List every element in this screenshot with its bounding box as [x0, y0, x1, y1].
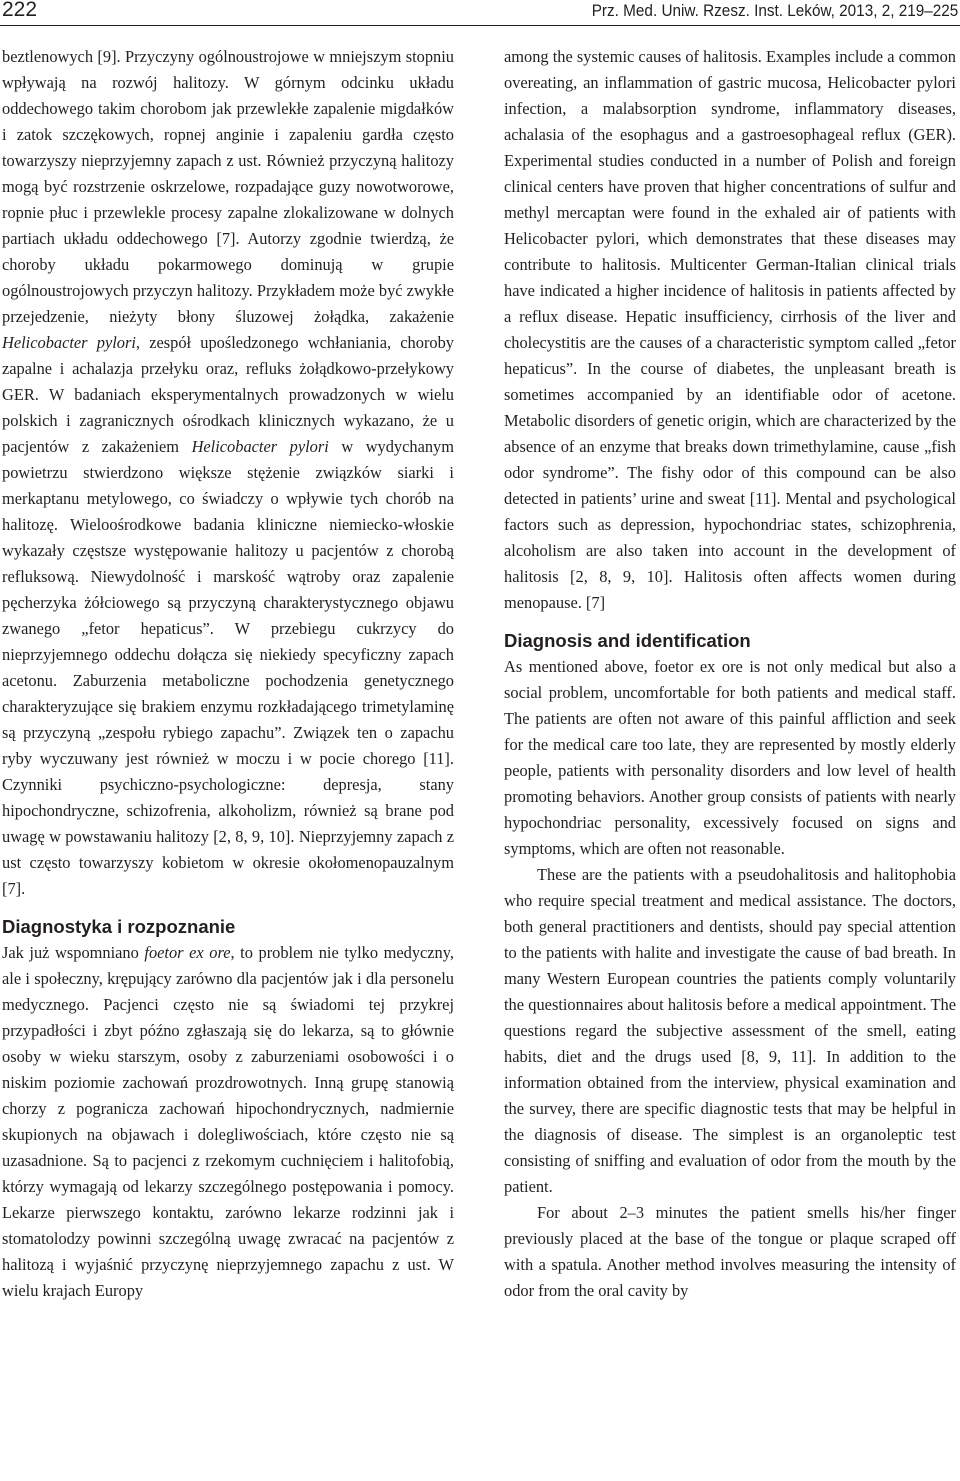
- italic-foetor: foetor ex ore: [144, 943, 231, 962]
- spacer: [2, 902, 454, 914]
- english-paragraph-organoleptic: For about 2–3 minutes the patient smells his/her finger previously placed at the base of the tongue or plaque scraped off with a spatula. Another method involves measuring the intensity of odor from the oral cavity by: [504, 1203, 956, 1300]
- english-paragraph-diagnosis: As mentioned above, foetor ex ore is not only medical but also a social problem, uncomfortable for both patients and medical staff. The patients are often not aware of this painful affliction and seek for the medical care too late, they are represented by mostly elderly people, patients with personality disorders and low level of health promoting behaviors. Another group consists of patients with nearly hypochondriac personality, excessively focused on signs and symptoms, which are often not reasonable.: [504, 657, 956, 858]
- section-heading-polish: Diagnostyka i rozpoznanie: [2, 916, 236, 937]
- english-paragraph-causes: among the systemic causes of halitosis. Examples include a common overeating, an inflammation of gastric mucosa, Helicobacter pylori infection, a malabsorption syndrome, inflammatory diseases, achalasia of the esophagus and a gastroesophageal reflux (GER). Experimental studies conducted in a number of Polish and foreign clinical centers have proven that higher concentrations of sulfur and methyl mercaptan were found in the exhaled air of patients with Helicobacter pylori, which demonstrates that these diseases may contribute to halitosis. Multicenter German-Italian clinical trials have indicated a higher incidence of halitosis in patients affected by a reflux disease. Hepatic insufficiency, cirrhosis of the liver and cholecystitis are the causes of a characteristic symptom called „fetor hepaticus”. In the course of diabetes, the unpleasant breath is sometimes accompanied by an identifiable odor of acetone. Metabolic disorders of genetic origin, which are characterized by the absence of an enzyme that breaks down trimethylamine, cause „fish odor syndrome”. The fishy odor of this compound can be also detected in patients’ urine and sweat [11]. Mental and psychological factors such as depression, hypochondriac states, schizophrenia, alcoholism are also taken into account in the development of halitosis [2, 8, 9, 10]. Halitosis often affects women during menopause. [7]: [504, 47, 956, 612]
- polish-paragraph-causes: beztlenowych [9]. Przyczyny ogólnoustrojowe w mniejszym stopniu wpływają na rozwój halitozy. W górnym odcinku układu oddechowego takim chorobom jak przewlekłe zapalenie migdałków i zatok szczękowych, ropnej anginie i zapaleniu gardła często towarzyszy nieprzyjemny zapach z ust. Również przyczyną halitozy mogą być rozstrzenie oskrzelowe, rozpadające guzy nowotworowe, ropnie płuc i przewlekle procesy zapalne zlokalizowane w dolnych partiach układu oddechowego [7]. Autorzy zgodnie twierdzą, że choroby układu pokarmowego dominują w grupie ogólnoustrojowych przyczyn halitozy. Przykładem może być zwykłe przejedzenie, nieżyty błony śluzowej żołądka, zakażenie Helicobacter pylori, zespół upośledzonego wchłaniania, choroby zapalne i achalazja przełyku oraz, refluks żołądkowo-przełykowy GER. W badaniach eksperymentalnych prowadzonych w wielu polskich i zagranicznych ośrodkach klinicznych wykazano, że u pacjentów z zakażeniem Helicobacter pylori w wydychanym powietrzu stwierdzono większe stężenie związków siarki i merkaptanu metylowego, co świadczy o wpływie tych chorób na halitozę. Wieloośrodkowe badania kliniczne niemiecko-włoskie wykazały częstsze występowanie halitozy u pacjentów z chorobą refluksową. Niewydolność i marskość wątroby oraz zapalenie pęcherzyka żółciowego są przyczyną charakterystycznego objawu zwanego „fetor hepaticus”. W przebiegu cukrzycy do nieprzyjemnego oddechu dołącza się niekiedy specyficzny zapach acetonu. Zaburzenia metaboliczne pochodzenia genetycznego charakteryzujące się brakiem enzymu rozkładającego trimetylaminę są przyczyną „zespołu rybiego zapachu”. Związek ten o zapachu ryby wyczuwany jest również w moczu i w pocie chorego [11]. Czynniki psychiczno-psychologiczne: depresja, stany hipochondryczne, schizofrenia, alkoholizm, również są brane pod uwagę w powstawaniu halitozy [2, 8, 9, 10]. Nieprzyjemny zapach z ust często towarzyszy kobietom w okresie okołomenopauzalnym [7].: [2, 47, 455, 898]
- left-column: [2, 44, 454, 1304]
- spacer: [504, 616, 956, 628]
- right-column: [504, 44, 956, 1304]
- italic-helicobacter: Helicobacter pylori: [191, 437, 329, 456]
- italic-helicobacter: Helicobacter pylori: [2, 333, 136, 352]
- page-header: [0, 0, 960, 26]
- english-paragraph-pseudohalitosis: These are the patients with a pseudohalitosis and halitophobia who require special treatment and medical assistance. The doctors, both general practitioners and dentists, should pay special attention to the patients with halite and investigate the cause of bad breath. In many Western European countries the patients comply voluntarily the questionnaires about halitosis before a medical appointment. The questions regard the subjective assessment of the smell, eating habits, diet and the drugs used [8, 9, 11]. In addition to the information obtained from the interview, physical examination and the survey, there are specific diagnostic tests that may be helpful in the diagnosis of disease. The simplest is an organoleptic test consisting of sniffing and evaluation of odor from the mouth by the patient.: [504, 865, 956, 1196]
- journal-reference: Prz. Med. Uniw. Rzesz. Inst. Leków, 2013, 2, 219–225: [591, 1, 958, 20]
- page-number: 222: [2, 0, 38, 21]
- section-heading-english: Diagnosis and identification: [504, 630, 751, 651]
- polish-paragraph-diagnosis: Jak już wspomniano foetor ex ore, to problem nie tylko medyczny, ale i społeczny, krępujący zarówno dla pacjentów jak i dla personelu medycznego. Pacjenci często nie są świadomi tej przykrej przypadłości i zbyt późno zgłaszają się do lekarza, są to głównie osoby w wieku starszym, osoby z zaburzeniami osobowości i o niskim poziomie zachowań prozdrowotnych. Inną grupę stanowią chorzy z pogranicza zachowań hipochondrycznych, nadmiernie skupionych na objawach i dolegliwościach, które często nie są uzasadnione. Są to pacjenci z rzekomym cuchnięciem i halitofobią, którzy wymagają od lekarzy szczególnego postępowania i pomocy. Lekarze pierwszego kontaktu, zarówno lekarze rodzinni jak i stomatolodzy powinni szczególną uwagę zwracać na pacjentów z halitozą i wyjaśnić przyczynę nieprzyjemnego zapachu z ust. W wielu krajach Europy: [2, 943, 454, 1300]
